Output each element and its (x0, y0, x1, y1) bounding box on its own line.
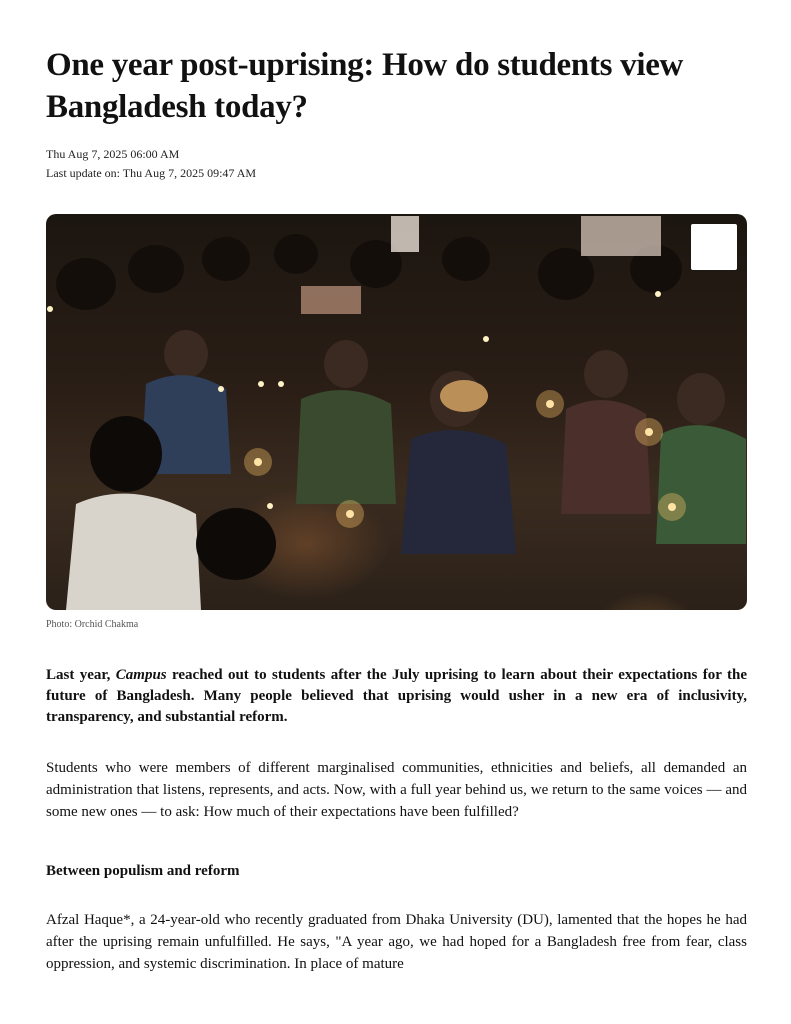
photo-credit: Photo: Orchid Chakma (46, 619, 139, 630)
section-subheading: Between populism and reform (46, 863, 240, 879)
lead-emphasis: Campus (115, 667, 167, 683)
lead-suffix: reached out to students after the July uprising to learn about their expectations for the future of Bangladesh. Many people believed that uprising would usher in a new era of inclusivity, transparency, and substantial reform. (46, 667, 747, 725)
article-lead (46, 665, 747, 728)
paragraph-1: Students who were members of different marginalised communities, ethnicities and beliefs, all demanded an administration that listens, represents, and acts. Now, with a full year behind us, we return to the same voices — and some new ones — to ask: How much of their expectations have been fulfilled? (46, 760, 747, 820)
last-update-date: Last update on: Thu Aug 7, 2025 09:47 AM (46, 166, 257, 180)
lead-prefix: Last year, (46, 667, 116, 683)
publish-date: Thu Aug 7, 2025 06:00 AM (46, 147, 180, 161)
paragraph-2: Afzal Haque*, a 24-year-old who recently graduated from Dhaka University (DU), lamented that the hopes he had after the uprising remain unfulfilled. He says, "A year ago, we had hoped for a Bangladesh free from fear, class oppression, and systemic discrimination. In place of mature (46, 912, 747, 972)
candlelight-vigil-illustration (46, 214, 747, 610)
article-photo (46, 214, 747, 610)
photo-overlay-badge (691, 224, 737, 270)
article-title: One year post-uprising: How do students view Bangladesh today? (46, 47, 684, 125)
